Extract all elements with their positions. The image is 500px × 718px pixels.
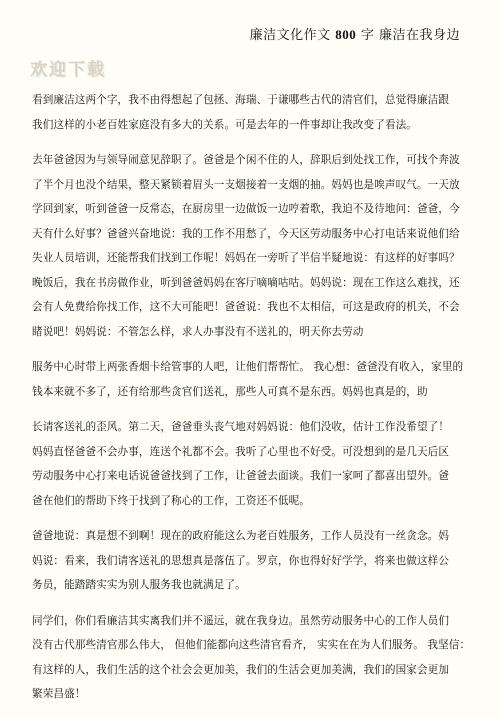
paragraph-line: 妈妈直怪爸爸不会办事，连送个礼都不会。我听了心里也不好受。可没想到的是几天后区 (32, 445, 450, 458)
essay-paragraph (32, 355, 472, 404)
paragraph-line: 睹说吧！妈妈说：不管怎么样，求人办事没有不送礼的，明天你去劳动 (32, 325, 364, 338)
essay-body (32, 88, 472, 718)
paragraph-line: 我们这样的小老百姓家庭没有多大的关系。可是去年的一件事却让我改变了看法。 (32, 118, 417, 131)
paragraph-line: 天有什么好事？爸爸兴奋地说：我的工作不用愁了，今天区劳动服务中心打电话来说他们给 (32, 227, 460, 240)
paragraph-line: 同学们，你们看廉洁其实离我们并不遥远，就在我身边。虽然劳动服务中心的工作人员们 (32, 614, 450, 627)
essay-paragraph (32, 148, 472, 344)
paragraph-line: 去年爸爸因为与领导闹意见辞职了。爸爸是个闲不住的人，辞职后到处找工作，可找个奔波 (32, 154, 460, 166)
paragraph-line: 会有人免费给你找工作，这不大可能吧！爸爸说：我也不太相信，可这是政府的机关，不会 (32, 301, 460, 313)
paragraph-line: 学回到家，听到爸爸一反常态，在厨房里一边做饭一边哼着歌，我迫不及待地问：爸爸，今 (32, 203, 460, 215)
paragraph-line: 爸爸地说：真是想不到啊！现在的政府能这么为老百姓服务，工作人员没有一丝贪念。妈 (32, 530, 450, 542)
essay-paragraph (32, 88, 472, 137)
paragraph-line: 长请客送礼的歪风。第二天，爸爸垂头丧气地对妈妈说：他们没收，估计工作没希望了！ (32, 421, 450, 433)
paragraph-line: 钱本来就不多了，还有给那些贪官们送礼，那些人可真不是东西。妈妈也真是的，助 (32, 385, 428, 398)
paragraph-line: 务员，能踏踏实实为别人服务我也就满足了。 (32, 579, 246, 591)
header-title-right: 字 廉洁在我身边 (360, 28, 460, 43)
paragraph-line: 了半个月也没个结果，整天紧锁着眉头一支烟接着一支烟的抽。妈妈也是唉声叹气。一天放 (32, 178, 460, 191)
document-header (250, 24, 460, 43)
paragraph-line: 晚饭后，我在书房做作业，听到爸爸妈妈在客厅嘀嘀咕咕。妈妈说：现在工作这么难找，还 (32, 276, 460, 289)
header-title-num: 800 (335, 27, 357, 42)
paragraph-line: 妈说：看来，我们请客送礼的思想真是落伍了。罗京，你也得好好学学，将来也做这样公 (32, 554, 450, 567)
paragraph-line: 爸在他们的帮助下终于找到了称心的工作，工资还不低呢。 (32, 494, 311, 507)
paragraph-line: 劳动服务中心打来电话说爸爸找到了工作，让爸爸去面谈。我们一家呵了都喜出望外。爸 (32, 470, 450, 482)
paragraph-line: 没有古代那些清官那么伟大， 但他们能都向这些清官看齐， 实实在在为人们服务。 我坚信： (32, 639, 471, 651)
essay-paragraph (32, 415, 472, 513)
watermark-text: 欢迎下载 (30, 60, 106, 80)
header-title-left: 廉洁文化作文 (249, 28, 331, 43)
essay-paragraph (32, 609, 472, 707)
paragraph-line: 繁荣昌盛！ (32, 688, 86, 700)
paragraph-line: 服务中心时带上两张香烟卡给管事的人吧，让他们帮帮忙。 我心想：爸爸没有收入，家里的 (32, 361, 464, 373)
paragraph-line: 看到廉洁这两个字，我不由得想起了包拯、海瑞、于谦哪些古代的清官们，总觉得廉洁跟 (32, 94, 450, 106)
paragraph-line: 失业人员培训，还能帮我们找到工作呢！妈妈在一旁听了半信半疑地说：有这样的好事吗？ (32, 252, 460, 264)
essay-paragraph (32, 524, 472, 598)
paragraph-line: 有这样的人，我们生活的这个社会会更加美，我们的生活会更加美满，我们的国家会更加 (32, 663, 450, 676)
